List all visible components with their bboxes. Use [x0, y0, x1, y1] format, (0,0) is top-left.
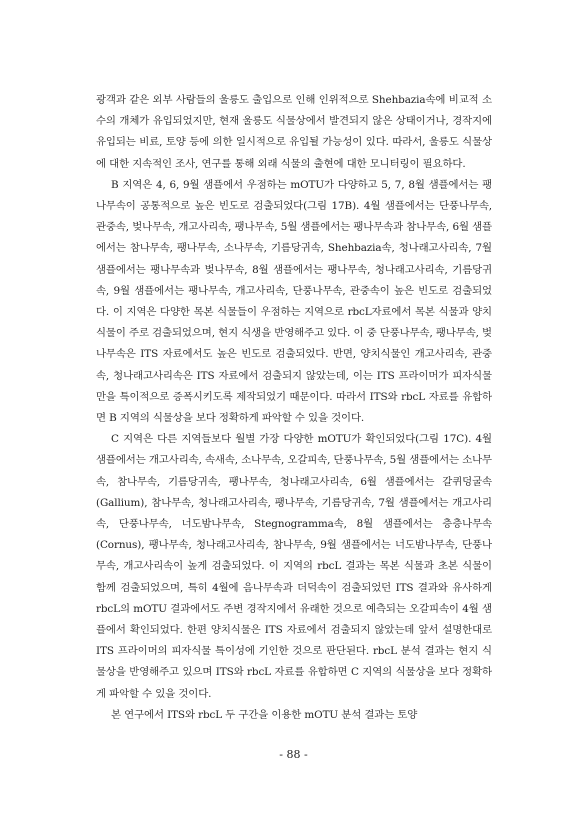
- paragraph-region-b: B 지역은 4, 6, 9월 샘플에서 우점하는 mOTU가 다양하고 5, 7, 8월 샘플에서는 팽나무속이 공통적으로 높은 빈도로 검출되었다(그림 17B). 4월 샘플에서는 단풍나무속, 관중속, 벚나무속, 개고사리속, 팽나무속, 5월 샘플에서는 팽나무속과 참나무속, 6월 샘플에서는 참나무속, 팽나무속, 소나무속, 기름당귀속, Shehbazia속, 청나래고사리속, 7월 샘플에서는 팽나무속과 벚나무속, 8월 샘플에서는 팽나무속, 청나래고사리속, 기름당귀속, 9월 샘플에서는 팽나무속, 개고사리속, 단풍나무속, 관중속이 높은 빈도로 검출되었다. 이 지역은 다양한 목본 식물들이 우점하는 지역으로 rbcL자료에서 목본 식물과 양치식물이 주로 검출되었으며, 현지 식생을 반영해주고 있다. 이 중 단풍나무속, 팽나무속, 벚나무속은 ITS 자료에서도 높은 빈도로 검출되었다. 반면, 양치식물인 개고사리속, 관중속, 청나래고사리속은 ITS 자료에서 검출되지 않았는데, 이는 ITS 프라이머가 피자식물만을 특이적으로 증폭시키도록 제작되었기 때문이다. 따라서 ITS와 rbcL 자료를 유합하면 B 지역의 식물상을 보다 정확하게 파악할 수 있을 것이다.: [96, 178, 492, 425]
- paragraph-intro-continued: 광객과 같은 외부 사람들의 울릉도 출입으로 인해 인위적으로 Shehbazia속에 비교적 소수의 개체가 유입되었지만, 현재 울릉도 식물상에서 발견되지 않은 상태이거나, 경작지에 유입되는 비료, 토양 등에 의한 일시적으로 유입될 가능성이 있다. 따라서, 울릉도 식물상에 대한 지속적인 조사, 연구를 통해 외래 식물의 출현에 대한 모니터링이 필요하다.: [96, 94, 492, 170]
- page-number: - 88 -: [279, 748, 308, 761]
- document-body: [96, 90, 492, 726]
- paragraph-region-c: C 지역은 다른 지역들보다 월별 가장 다양한 mOTU가 확인되었다(그림 17C). 4월 샘플에서는 개고사리속, 속새속, 소나무속, 오갈피속, 단풍나무속, 5월 샘플에서는 소나무속, 참나무속, 기름당귀속, 팽나무속, 청나래고사리속, 6월 샘플에서는 갈퀴덩굴속(Gallium), 참나무속, 청나래고사리속, 팽나무속, 기름당귀속, 7월 샘플에서는 개고사리속, 단풍나무속, 너도밤나무속, Stegnogramma속, 8월 샘플에서는 층층나무속(Cornus), 팽나무속, 청나래고사리속, 참나무속, 9월 샘플에서는 너도밤나무속, 단풍나무속, 개고사리속이 높게 검출되었다. 이 지역의 rbcL 결과는 목본 식물과 초본 식물이 함께 검출되었으며, 특히 4월에 음나무속과 더덕속이 검출되었던 ITS 결과와 유사하게 rbcL의 mOTU 결과에서도 주변 경작지에서 유래한 것으로 예측되는 오갈피속이 4월 샘플에서 확인되었다. 한편 양치식물은 ITS 자료에서 검출되지 않았는데 앞서 설명한대로 ITS 프라이머의 피자식물 특이성에 기인한 것으로 판단된다. rbcL 분석 결과는 현지 식물상을 반영해주고 있으며 ITS와 rbcL 자료를 유합하면 C 지역의 식물상을 보다 정확하게 파악할 수 있을 것이다.: [96, 433, 492, 700]
- paragraph-study-summary: 본 연구에서 ITS와 rbcL 두 구간을 이용한 mOTU 분석 결과는 토양: [111, 708, 418, 721]
